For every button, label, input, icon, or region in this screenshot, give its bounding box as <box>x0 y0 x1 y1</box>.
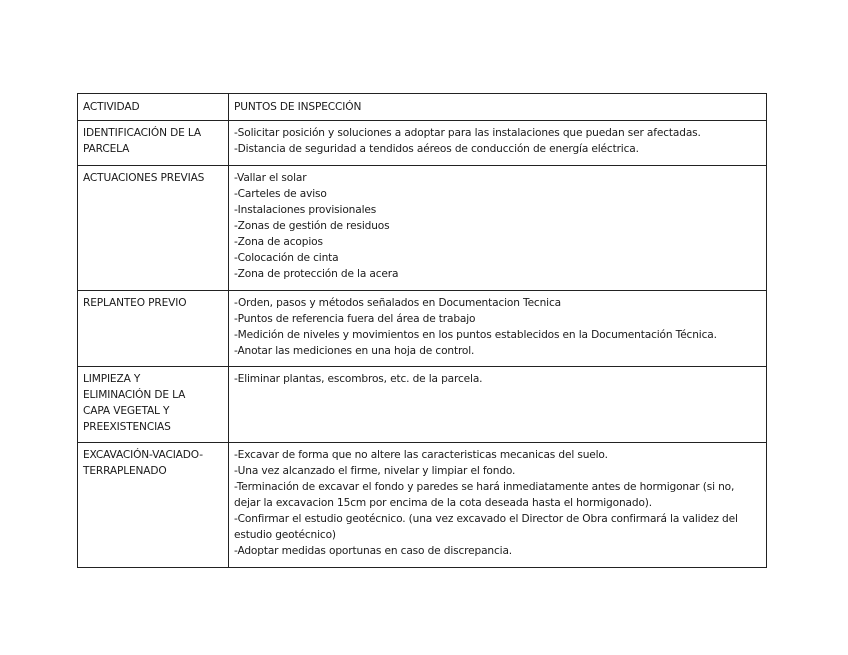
puntos-line: -Zona de acopios <box>234 236 323 248</box>
puntos-cell <box>229 367 767 443</box>
puntos-line: -Excavar de forma que no altere las caracteristicas mecanicas del suelo. <box>234 449 608 461</box>
actividad-cell <box>78 121 229 166</box>
puntos-line: -Zonas de gestión de residuos <box>234 220 390 232</box>
puntos-line: -Zona de protección de la acera <box>234 268 399 280</box>
actividad-cell <box>78 443 229 568</box>
table-row <box>78 291 767 367</box>
puntos-line: -Instalaciones provisionales <box>234 204 377 216</box>
puntos-line: -Anotar las mediciones en una hoja de control. <box>234 345 475 357</box>
puntos-line: -Medición de niveles y movimientos en los puntos establecidos en la Documentación Técnica. <box>234 329 717 341</box>
table-row <box>78 121 767 166</box>
puntos-line: dejar la excavacion 15cm por encima de la cota deseada hasta el hormigonado). <box>234 497 652 509</box>
puntos-line: -Confirmar el estudio geotécnico. (una vez excavado el Director de Obra confirmará la validez del <box>234 513 738 525</box>
puntos-line: -Orden, pasos y métodos señalados en Documentacion Tecnica <box>234 297 561 309</box>
puntos-line: -Carteles de aviso <box>234 188 327 200</box>
puntos-line: -Distancia de seguridad a tendidos aéreos de conducción de energía eléctrica. <box>234 143 639 155</box>
puntos-line: -Vallar el solar <box>234 172 307 184</box>
actividad-line: PARCELA <box>83 143 130 155</box>
actividad-line: PREEXISTENCIAS <box>83 421 171 433</box>
puntos-line: estudio geotécnico) <box>234 529 336 541</box>
actividad-cell <box>78 166 229 291</box>
puntos-line: -Solicitar posición y soluciones a adoptar para las instalaciones que puedan ser afectadas. <box>234 127 701 139</box>
puntos-cell <box>229 121 767 166</box>
actividad-cell <box>78 367 229 443</box>
actividad-line: CAPA VEGETAL Y <box>83 405 170 417</box>
puntos-line: -Puntos de referencia fuera del área de trabajo <box>234 313 476 325</box>
actividad-line: TERRAPLENADO <box>83 465 167 477</box>
puntos-cell <box>229 443 767 568</box>
actividad-line: IDENTIFICACIÓN DE LA <box>83 127 201 139</box>
table-header-row <box>78 94 767 121</box>
actividad-line: EXCAVACIÓN-VACIADO- <box>83 449 203 461</box>
actividad-line: REPLANTEO PREVIO <box>83 297 187 309</box>
puntos-cell <box>229 291 767 367</box>
header-puntos-inspeccion: PUNTOS DE INSPECCIÓN <box>229 94 767 121</box>
table-row <box>78 166 767 291</box>
puntos-line: -Eliminar plantas, escombros, etc. de la parcela. <box>234 373 483 385</box>
actividad-cell <box>78 291 229 367</box>
puntos-line: -Una vez alcanzado el firme, nivelar y limpiar el fondo. <box>234 465 516 477</box>
inspection-table <box>77 93 767 568</box>
puntos-line: -Colocación de cinta <box>234 252 339 264</box>
actividad-line: LIMPIEZA Y <box>83 373 141 385</box>
actividad-line: ELIMINACIÓN DE LA <box>83 389 186 401</box>
puntos-cell <box>229 166 767 291</box>
document-page <box>77 93 766 568</box>
table-row <box>78 443 767 568</box>
puntos-line: -Adoptar medidas oportunas en caso de discrepancia. <box>234 545 513 557</box>
actividad-line: ACTUACIONES PREVIAS <box>83 172 205 184</box>
table-row <box>78 367 767 443</box>
header-actividad: ACTIVIDAD <box>78 94 229 121</box>
puntos-line: -Terminación de excavar el fondo y paredes se hará inmediatamente antes de hormigonar (si no, <box>234 481 735 493</box>
